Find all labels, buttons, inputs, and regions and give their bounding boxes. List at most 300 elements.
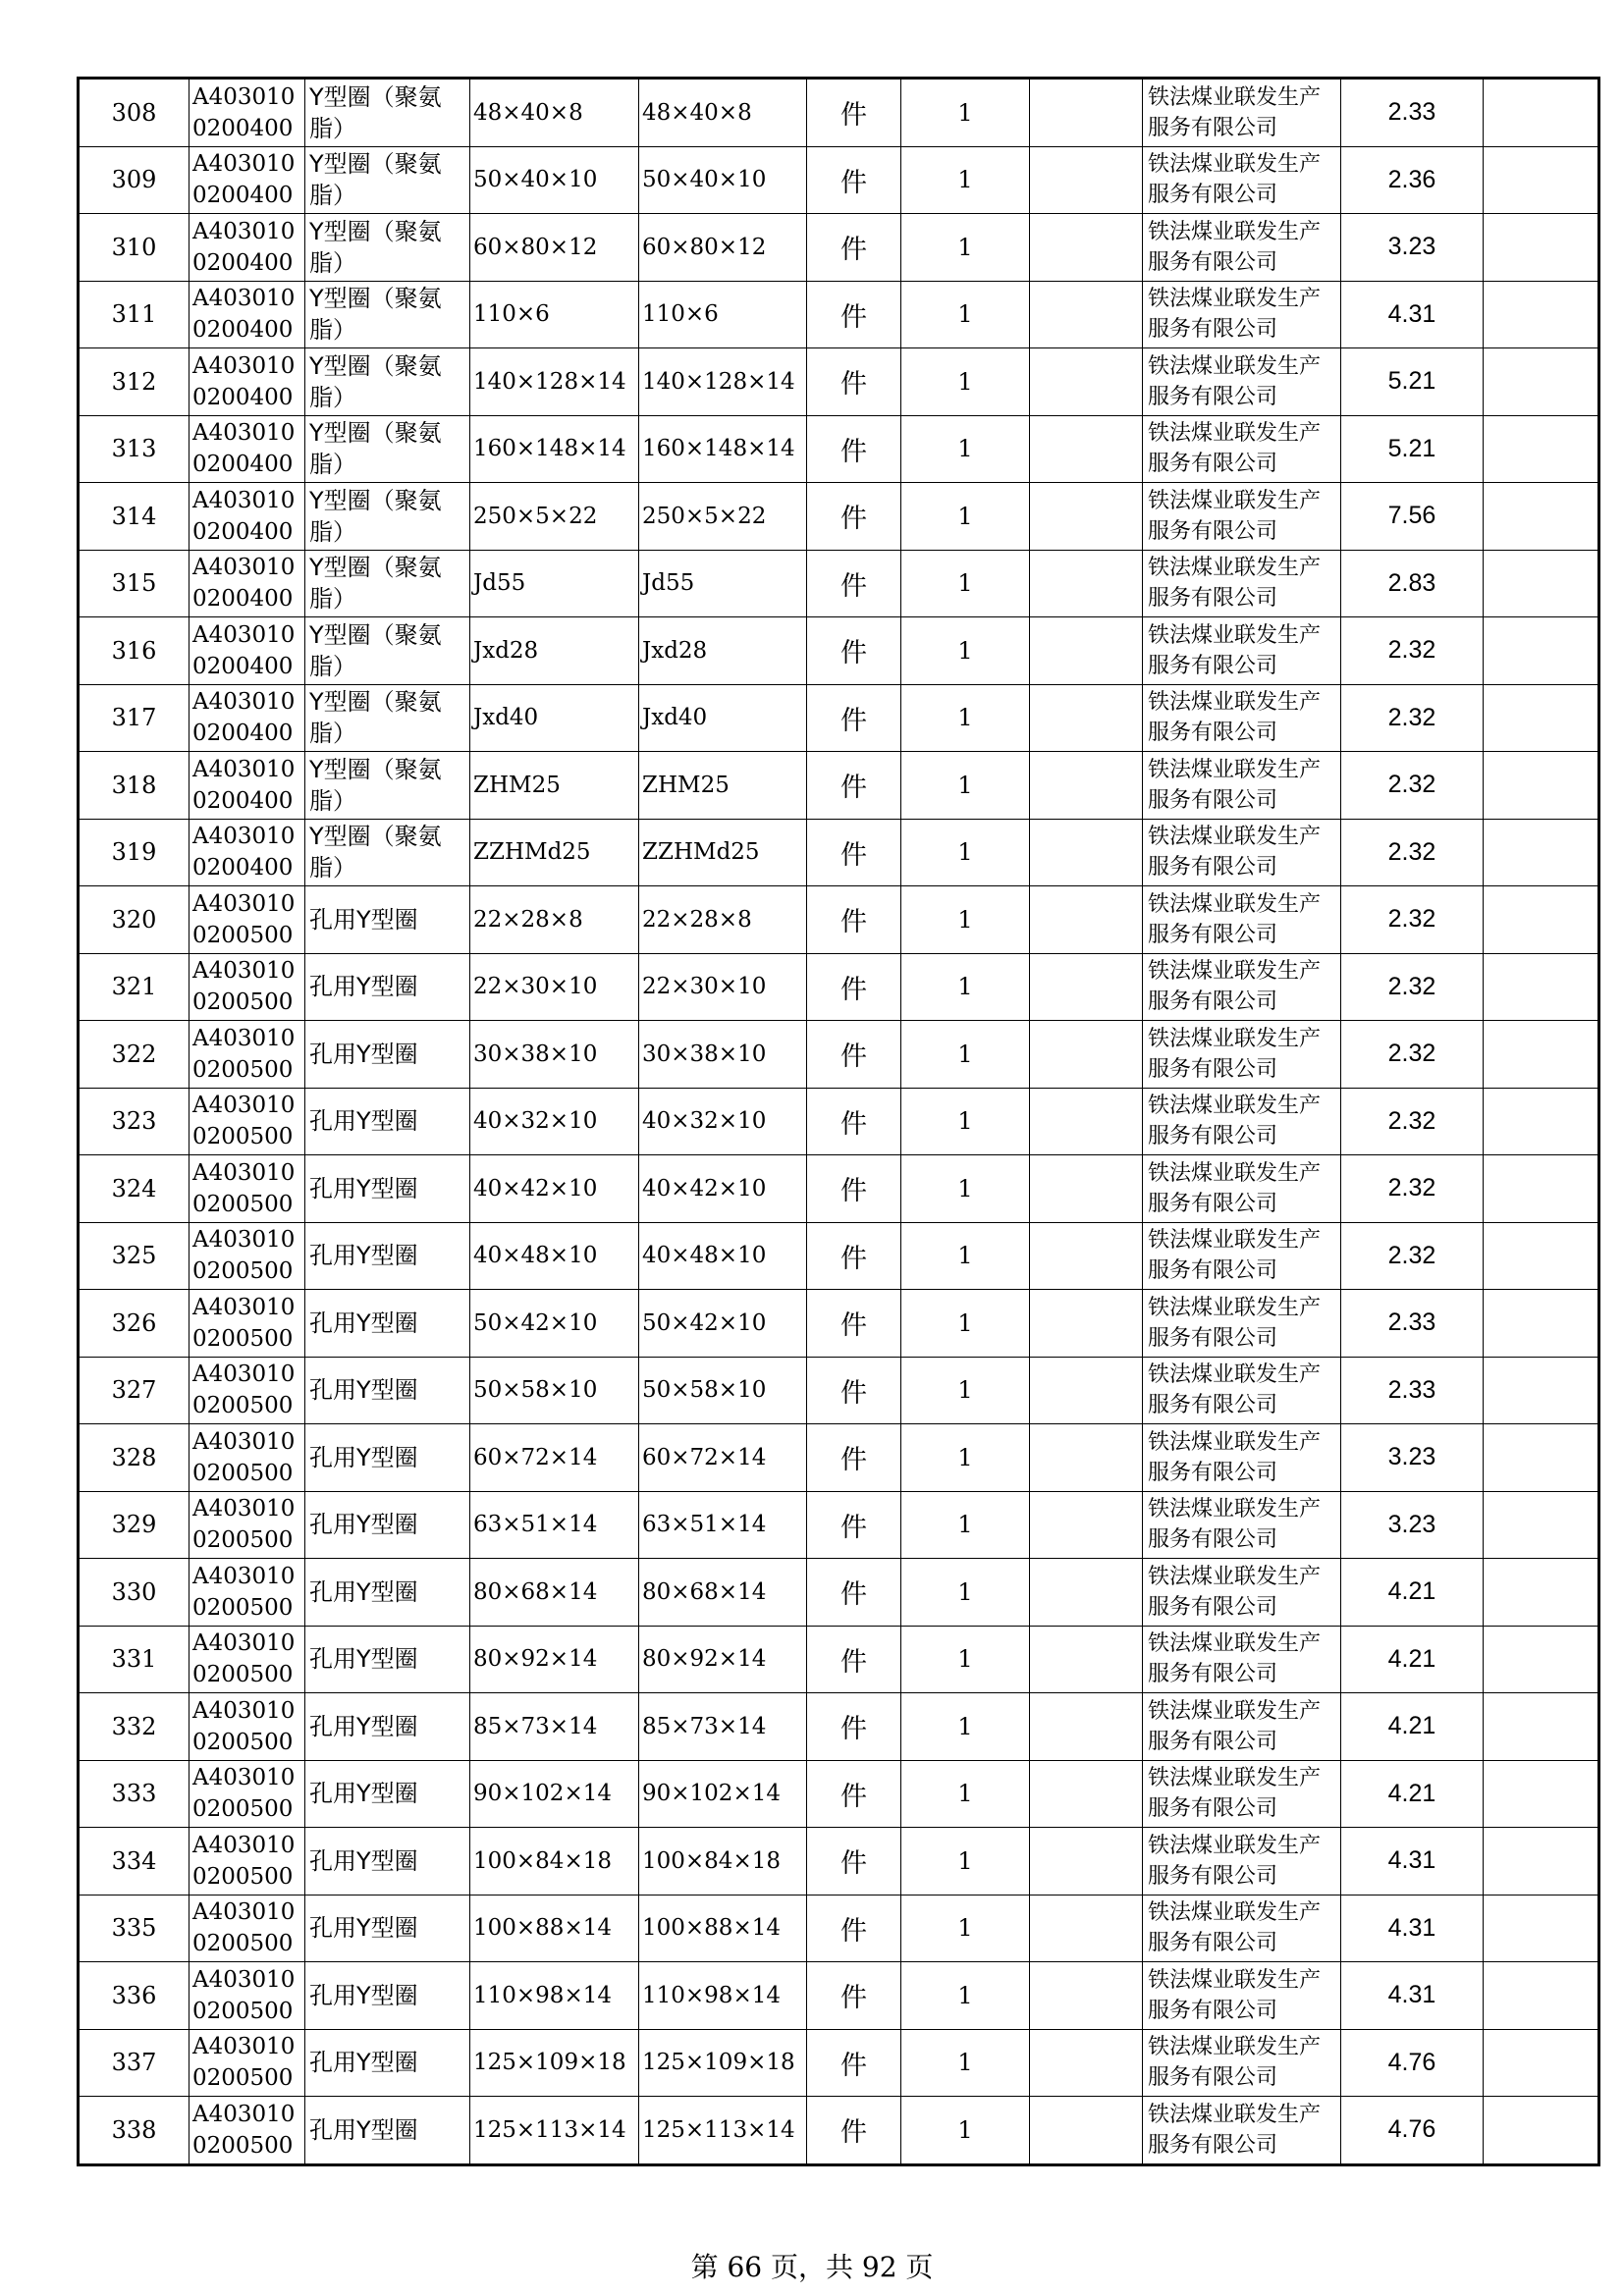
- material-code: A403010 0200500: [189, 1760, 305, 1828]
- unit-price: 2.33: [1341, 79, 1484, 147]
- row-number: 311: [79, 281, 189, 348]
- unit: 件: [807, 79, 901, 147]
- quantity: 1: [901, 281, 1030, 348]
- table-row: [79, 1290, 1599, 1358]
- material-code: A403010 0200400: [189, 819, 305, 886]
- row-number: 329: [79, 1491, 189, 1559]
- model: ZZHMd25: [639, 819, 807, 886]
- blank-cell: [1030, 1357, 1143, 1424]
- specification: 85×73×14: [470, 1693, 639, 1761]
- row-number: 338: [79, 2097, 189, 2165]
- blank-cell: [1030, 79, 1143, 147]
- specification: 48×40×8: [470, 79, 639, 147]
- remark-cell: [1484, 1088, 1599, 1155]
- material-code: A403010 0200400: [189, 214, 305, 282]
- unit: 件: [807, 550, 901, 617]
- blank-cell: [1030, 483, 1143, 551]
- unit-price: 2.32: [1341, 1155, 1484, 1223]
- blank-cell: [1030, 752, 1143, 820]
- specification: ZHM25: [470, 752, 639, 820]
- model: 110×6: [639, 281, 807, 348]
- material-code: A403010 0200400: [189, 483, 305, 551]
- supplier: 铁法煤业联发生产服务有限公司: [1143, 2097, 1341, 2165]
- supplier: 铁法煤业联发生产服务有限公司: [1143, 415, 1341, 483]
- supplier: 铁法煤业联发生产服务有限公司: [1143, 1357, 1341, 1424]
- material-name: 孔用Y型圈: [305, 1491, 470, 1559]
- material-name: 孔用Y型圈: [305, 1155, 470, 1223]
- model: 50×42×10: [639, 1290, 807, 1358]
- material-code: A403010 0200500: [189, 2097, 305, 2165]
- material-code: A403010 0200500: [189, 1828, 305, 1896]
- blank-cell: [1030, 1155, 1143, 1223]
- remark-cell: [1484, 2029, 1599, 2097]
- table-row: [79, 550, 1599, 617]
- supplier: 铁法煤业联发生产服务有限公司: [1143, 146, 1341, 214]
- specification: 30×38×10: [470, 1021, 639, 1089]
- unit-price: 5.21: [1341, 415, 1484, 483]
- model: 60×80×12: [639, 214, 807, 282]
- specification: 60×80×12: [470, 214, 639, 282]
- material-name: Y型圈（聚氨脂）: [305, 752, 470, 820]
- material-name: 孔用Y型圈: [305, 2029, 470, 2097]
- material-name: 孔用Y型圈: [305, 1760, 470, 1828]
- specification: 22×28×8: [470, 886, 639, 954]
- unit-price: 4.31: [1341, 1895, 1484, 1962]
- unit: 件: [807, 1693, 901, 1761]
- material-name: 孔用Y型圈: [305, 886, 470, 954]
- material-code: A403010 0200400: [189, 79, 305, 147]
- specification: ZZHMd25: [470, 819, 639, 886]
- material-name: Y型圈（聚氨脂）: [305, 415, 470, 483]
- table-row: [79, 1222, 1599, 1290]
- unit-price: 4.31: [1341, 1828, 1484, 1896]
- remark-cell: [1484, 953, 1599, 1021]
- blank-cell: [1030, 886, 1143, 954]
- material-name: 孔用Y型圈: [305, 1424, 470, 1492]
- material-code: A403010 0200400: [189, 617, 305, 685]
- material-code: A403010 0200400: [189, 752, 305, 820]
- table-row: [79, 1693, 1599, 1761]
- blank-cell: [1030, 2097, 1143, 2165]
- remark-cell: [1484, 1155, 1599, 1223]
- quantity: 1: [901, 1222, 1030, 1290]
- material-name: 孔用Y型圈: [305, 1895, 470, 1962]
- unit-price: 4.76: [1341, 2097, 1484, 2165]
- row-number: 308: [79, 79, 189, 147]
- specification: 80×68×14: [470, 1559, 639, 1627]
- material-code: A403010 0200400: [189, 684, 305, 752]
- remark-cell: [1484, 79, 1599, 147]
- material-code: A403010 0200400: [189, 146, 305, 214]
- model: 100×84×18: [639, 1828, 807, 1896]
- table-row: [79, 1491, 1599, 1559]
- table-row: [79, 2029, 1599, 2097]
- remark-cell: [1484, 1693, 1599, 1761]
- blank-cell: [1030, 1088, 1143, 1155]
- unit: 件: [807, 348, 901, 416]
- unit-price: 4.31: [1341, 281, 1484, 348]
- material-name: Y型圈（聚氨脂）: [305, 146, 470, 214]
- unit-price: 2.32: [1341, 752, 1484, 820]
- unit: 件: [807, 819, 901, 886]
- table-row: [79, 1760, 1599, 1828]
- material-name: 孔用Y型圈: [305, 1626, 470, 1693]
- row-number: 326: [79, 1290, 189, 1358]
- model: 40×32×10: [639, 1088, 807, 1155]
- model: 22×30×10: [639, 953, 807, 1021]
- row-number: 312: [79, 348, 189, 416]
- quantity: 1: [901, 550, 1030, 617]
- material-name: 孔用Y型圈: [305, 1088, 470, 1155]
- material-name: Y型圈（聚氨脂）: [305, 281, 470, 348]
- specification: Jxd28: [470, 617, 639, 685]
- row-number: 320: [79, 886, 189, 954]
- unit-price: 3.23: [1341, 1491, 1484, 1559]
- unit-price: 2.32: [1341, 886, 1484, 954]
- row-number: 314: [79, 483, 189, 551]
- quantity: 1: [901, 2097, 1030, 2165]
- model: 63×51×14: [639, 1491, 807, 1559]
- supplier: 铁法煤业联发生产服务有限公司: [1143, 483, 1341, 551]
- model: 40×48×10: [639, 1222, 807, 1290]
- model: 90×102×14: [639, 1760, 807, 1828]
- model: 50×40×10: [639, 146, 807, 214]
- material-name: Y型圈（聚氨脂）: [305, 79, 470, 147]
- row-number: 332: [79, 1693, 189, 1761]
- material-code: A403010 0200500: [189, 1962, 305, 2030]
- unit-price: 2.32: [1341, 1021, 1484, 1089]
- blank-cell: [1030, 1491, 1143, 1559]
- row-number: 335: [79, 1895, 189, 1962]
- unit-price: 7.56: [1341, 483, 1484, 551]
- table-row: [79, 1357, 1599, 1424]
- quantity: 1: [901, 819, 1030, 886]
- table-row: [79, 2097, 1599, 2165]
- supplier: 铁法煤业联发生产服务有限公司: [1143, 1491, 1341, 1559]
- quantity: 1: [901, 1962, 1030, 2030]
- remark-cell: [1484, 1222, 1599, 1290]
- material-code: A403010 0200500: [189, 1693, 305, 1761]
- blank-cell: [1030, 281, 1143, 348]
- supplier: 铁法煤业联发生产服务有限公司: [1143, 1626, 1341, 1693]
- specification: 80×92×14: [470, 1626, 639, 1693]
- model: Jxd40: [639, 684, 807, 752]
- model: 85×73×14: [639, 1693, 807, 1761]
- model: 30×38×10: [639, 1021, 807, 1089]
- unit: 件: [807, 1962, 901, 2030]
- unit: 件: [807, 886, 901, 954]
- unit-price: 2.32: [1341, 819, 1484, 886]
- supplier: 铁法煤业联发生产服务有限公司: [1143, 617, 1341, 685]
- supplier: 铁法煤业联发生产服务有限公司: [1143, 1021, 1341, 1089]
- quantity: 1: [901, 1088, 1030, 1155]
- unit: 件: [807, 281, 901, 348]
- remark-cell: [1484, 1559, 1599, 1627]
- quantity: 1: [901, 684, 1030, 752]
- blank-cell: [1030, 1760, 1143, 1828]
- unit-price: 4.21: [1341, 1693, 1484, 1761]
- blank-cell: [1030, 617, 1143, 685]
- model: 250×5×22: [639, 483, 807, 551]
- unit: 件: [807, 1895, 901, 1962]
- remark-cell: [1484, 1626, 1599, 1693]
- model: 80×92×14: [639, 1626, 807, 1693]
- material-code: A403010 0200500: [189, 1491, 305, 1559]
- blank-cell: [1030, 1222, 1143, 1290]
- table-row: [79, 1828, 1599, 1896]
- row-number: 334: [79, 1828, 189, 1896]
- unit: 件: [807, 146, 901, 214]
- quantity: 1: [901, 1290, 1030, 1358]
- specification: 90×102×14: [470, 1760, 639, 1828]
- row-number: 315: [79, 550, 189, 617]
- unit: 件: [807, 1021, 901, 1089]
- table-row: [79, 1021, 1599, 1089]
- blank-cell: [1030, 214, 1143, 282]
- model: 110×98×14: [639, 1962, 807, 2030]
- supplier: 铁法煤业联发生产服务有限公司: [1143, 348, 1341, 416]
- row-number: 322: [79, 1021, 189, 1089]
- blank-cell: [1030, 415, 1143, 483]
- quantity: 1: [901, 1424, 1030, 1492]
- blank-cell: [1030, 1962, 1143, 2030]
- quantity: 1: [901, 79, 1030, 147]
- quantity: 1: [901, 1828, 1030, 1896]
- quantity: 1: [901, 348, 1030, 416]
- quantity: 1: [901, 886, 1030, 954]
- material-name: Y型圈（聚氨脂）: [305, 617, 470, 685]
- model: 48×40×8: [639, 79, 807, 147]
- material-name: Y型圈（聚氨脂）: [305, 550, 470, 617]
- remark-cell: [1484, 1021, 1599, 1089]
- material-code: A403010 0200400: [189, 550, 305, 617]
- supplier: 铁法煤业联发生产服务有限公司: [1143, 1693, 1341, 1761]
- table-row: [79, 1626, 1599, 1693]
- model: 125×109×18: [639, 2029, 807, 2097]
- specification: 60×72×14: [470, 1424, 639, 1492]
- specification: 110×6: [470, 281, 639, 348]
- table-row: [79, 1155, 1599, 1223]
- supplier: 铁法煤业联发生产服务有限公司: [1143, 1222, 1341, 1290]
- quantity: 1: [901, 415, 1030, 483]
- remark-cell: [1484, 1357, 1599, 1424]
- table-row: [79, 953, 1599, 1021]
- material-name: Y型圈（聚氨脂）: [305, 348, 470, 416]
- row-number: 337: [79, 2029, 189, 2097]
- blank-cell: [1030, 1559, 1143, 1627]
- blank-cell: [1030, 2029, 1143, 2097]
- unit: 件: [807, 483, 901, 551]
- blank-cell: [1030, 146, 1143, 214]
- row-number: 318: [79, 752, 189, 820]
- quantity: 1: [901, 1693, 1030, 1761]
- table-row: [79, 886, 1599, 954]
- table-row: [79, 819, 1599, 886]
- row-number: 328: [79, 1424, 189, 1492]
- supplier: 铁法煤业联发生产服务有限公司: [1143, 1290, 1341, 1358]
- specification: 63×51×14: [470, 1491, 639, 1559]
- supplier: 铁法煤业联发生产服务有限公司: [1143, 2029, 1341, 2097]
- page-number: 第 66 页，共 92 页: [690, 2251, 934, 2283]
- specification: 110×98×14: [470, 1962, 639, 2030]
- unit: 件: [807, 1828, 901, 1896]
- specification: 100×88×14: [470, 1895, 639, 1962]
- unit-price: 4.21: [1341, 1760, 1484, 1828]
- supplier: 铁法煤业联发生产服务有限公司: [1143, 953, 1341, 1021]
- model: ZHM25: [639, 752, 807, 820]
- material-name: 孔用Y型圈: [305, 1290, 470, 1358]
- table-row: [79, 1424, 1599, 1492]
- remark-cell: [1484, 415, 1599, 483]
- blank-cell: [1030, 348, 1143, 416]
- unit: 件: [807, 1760, 901, 1828]
- supplier: 铁法煤业联发生产服务有限公司: [1143, 1828, 1341, 1896]
- model: 100×88×14: [639, 1895, 807, 1962]
- supplier: 铁法煤业联发生产服务有限公司: [1143, 752, 1341, 820]
- specification: Jxd40: [470, 684, 639, 752]
- model: 50×58×10: [639, 1357, 807, 1424]
- unit: 件: [807, 2029, 901, 2097]
- material-name: 孔用Y型圈: [305, 1357, 470, 1424]
- model: Jd55: [639, 550, 807, 617]
- unit-price: 2.32: [1341, 617, 1484, 685]
- supplier: 铁法煤业联发生产服务有限公司: [1143, 214, 1341, 282]
- remark-cell: [1484, 1424, 1599, 1492]
- supplier: 铁法煤业联发生产服务有限公司: [1143, 1559, 1341, 1627]
- unit: 件: [807, 684, 901, 752]
- blank-cell: [1030, 550, 1143, 617]
- table-row: [79, 483, 1599, 551]
- model: 40×42×10: [639, 1155, 807, 1223]
- remark-cell: [1484, 550, 1599, 617]
- material-name: 孔用Y型圈: [305, 1021, 470, 1089]
- row-number: 317: [79, 684, 189, 752]
- specification: 40×48×10: [470, 1222, 639, 1290]
- blank-cell: [1030, 953, 1143, 1021]
- model: 60×72×14: [639, 1424, 807, 1492]
- remark-cell: [1484, 146, 1599, 214]
- remark-cell: [1484, 819, 1599, 886]
- unit: 件: [807, 1155, 901, 1223]
- unit: 件: [807, 1357, 901, 1424]
- material-code: A403010 0200500: [189, 1424, 305, 1492]
- remark-cell: [1484, 1760, 1599, 1828]
- material-name: 孔用Y型圈: [305, 953, 470, 1021]
- quantity: 1: [901, 1760, 1030, 1828]
- material-name: Y型圈（聚氨脂）: [305, 483, 470, 551]
- supplier: 铁法煤业联发生产服务有限公司: [1143, 684, 1341, 752]
- material-name: Y型圈（聚氨脂）: [305, 819, 470, 886]
- unit: 件: [807, 953, 901, 1021]
- quantity: 1: [901, 1357, 1030, 1424]
- specification: 160×148×14: [470, 415, 639, 483]
- material-name: 孔用Y型圈: [305, 1693, 470, 1761]
- table-row: [79, 1559, 1599, 1627]
- unit-price: 4.31: [1341, 1962, 1484, 2030]
- supplier: 铁法煤业联发生产服务有限公司: [1143, 79, 1341, 147]
- model: 22×28×8: [639, 886, 807, 954]
- quantity: 1: [901, 1491, 1030, 1559]
- specification: 50×58×10: [470, 1357, 639, 1424]
- row-number: 313: [79, 415, 189, 483]
- material-code: A403010 0200500: [189, 2029, 305, 2097]
- quantity: 1: [901, 1895, 1030, 1962]
- model: 160×148×14: [639, 415, 807, 483]
- table-row: [79, 146, 1599, 214]
- material-name: 孔用Y型圈: [305, 2097, 470, 2165]
- unit-price: 5.21: [1341, 348, 1484, 416]
- remark-cell: [1484, 1828, 1599, 1896]
- quantity: 1: [901, 1626, 1030, 1693]
- material-code: A403010 0200400: [189, 281, 305, 348]
- quantity: 1: [901, 953, 1030, 1021]
- specification: 125×113×14: [470, 2097, 639, 2165]
- table-row: [79, 79, 1599, 147]
- remark-cell: [1484, 1491, 1599, 1559]
- unit-price: 3.23: [1341, 1424, 1484, 1492]
- row-number: 330: [79, 1559, 189, 1627]
- remark-cell: [1484, 886, 1599, 954]
- remark-cell: [1484, 1962, 1599, 2030]
- unit-price: 2.32: [1341, 684, 1484, 752]
- row-number: 325: [79, 1222, 189, 1290]
- row-number: 309: [79, 146, 189, 214]
- supplier: 铁法煤业联发生产服务有限公司: [1143, 1962, 1341, 2030]
- quantity: 1: [901, 617, 1030, 685]
- unit: 件: [807, 1290, 901, 1358]
- model: 140×128×14: [639, 348, 807, 416]
- unit: 件: [807, 1424, 901, 1492]
- blank-cell: [1030, 1626, 1143, 1693]
- model: 125×113×14: [639, 2097, 807, 2165]
- material-name: 孔用Y型圈: [305, 1222, 470, 1290]
- quantity: 1: [901, 214, 1030, 282]
- unit: 件: [807, 1491, 901, 1559]
- unit-price: 2.33: [1341, 1290, 1484, 1358]
- unit: 件: [807, 214, 901, 282]
- table-row: [79, 348, 1599, 416]
- blank-cell: [1030, 1828, 1143, 1896]
- specification: Jd55: [470, 550, 639, 617]
- supplier: 铁法煤业联发生产服务有限公司: [1143, 1760, 1341, 1828]
- remark-cell: [1484, 617, 1599, 685]
- material-name: 孔用Y型圈: [305, 1828, 470, 1896]
- unit-price: 2.33: [1341, 1357, 1484, 1424]
- blank-cell: [1030, 1290, 1143, 1358]
- specification: 100×84×18: [470, 1828, 639, 1896]
- material-code: A403010 0200500: [189, 1357, 305, 1424]
- material-code: A403010 0200500: [189, 1626, 305, 1693]
- table-row: [79, 415, 1599, 483]
- blank-cell: [1030, 1693, 1143, 1761]
- remark-cell: [1484, 2097, 1599, 2165]
- supplier: 铁法煤业联发生产服务有限公司: [1143, 1088, 1341, 1155]
- table-row: [79, 617, 1599, 685]
- remark-cell: [1484, 1895, 1599, 1962]
- supplier: 铁法煤业联发生产服务有限公司: [1143, 281, 1341, 348]
- supplier: 铁法煤业联发生产服务有限公司: [1143, 1155, 1341, 1223]
- blank-cell: [1030, 1895, 1143, 1962]
- row-number: 316: [79, 617, 189, 685]
- material-code: A403010 0200500: [189, 1290, 305, 1358]
- specification: 50×42×10: [470, 1290, 639, 1358]
- blank-cell: [1030, 819, 1143, 886]
- specification: 125×109×18: [470, 2029, 639, 2097]
- material-name: Y型圈（聚氨脂）: [305, 214, 470, 282]
- material-code: A403010 0200400: [189, 415, 305, 483]
- table-row: [79, 752, 1599, 820]
- table-row: [79, 1088, 1599, 1155]
